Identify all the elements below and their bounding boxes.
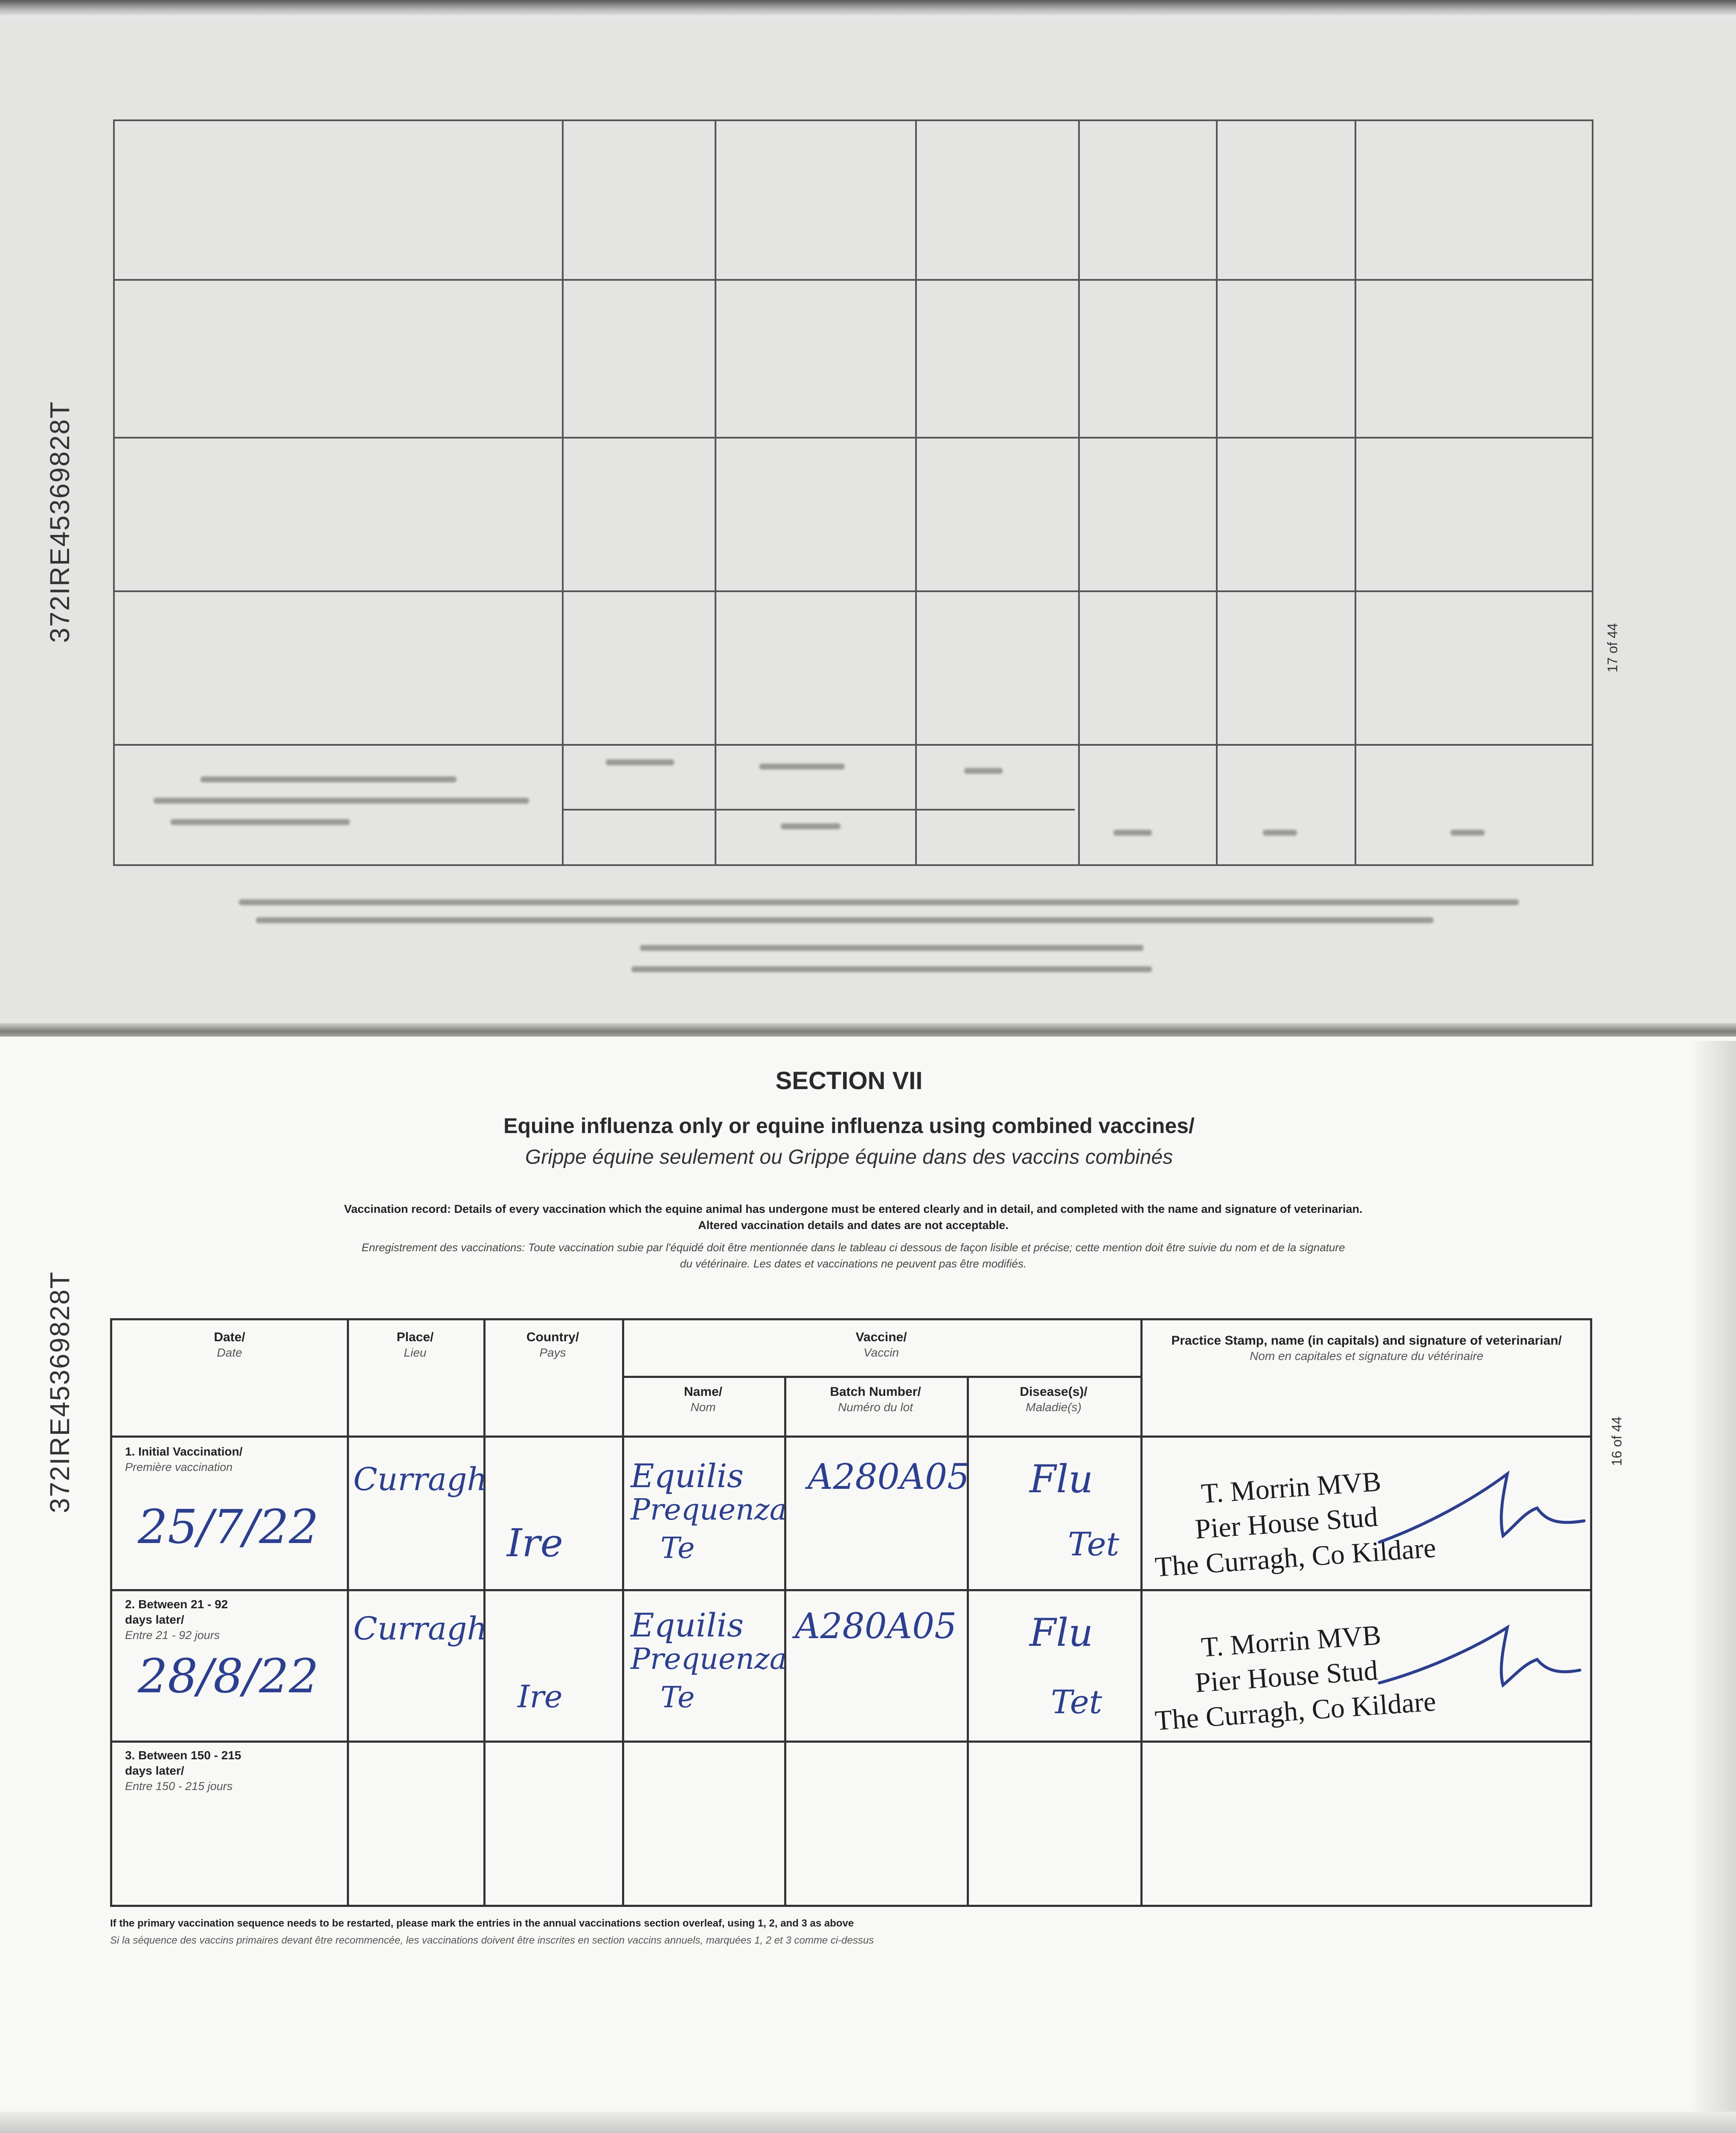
vaccination-record-note-en xyxy=(124,1201,1583,1233)
vaccination-record-note-fr xyxy=(115,1239,1591,1272)
row-2-date: 28/8/22 xyxy=(138,1649,319,1703)
row-1-vet-signature xyxy=(1375,1461,1588,1559)
showthrough-text xyxy=(256,917,1434,923)
showthrough-text xyxy=(201,776,457,782)
row-1-disease-2: Tet xyxy=(1068,1525,1120,1563)
top-page-id-code: 372IRE45369828T xyxy=(44,401,75,643)
row-1-vaccine-name-2: Prequenza xyxy=(631,1493,787,1527)
showthrough-text xyxy=(1114,830,1152,836)
row-2-vaccine-name-3: Te xyxy=(660,1681,695,1715)
bottom-page-id-code: 372IRE45369828T xyxy=(44,1271,75,1513)
row-2-disease-1: Flu xyxy=(1029,1610,1093,1655)
section-title: SECTION VII xyxy=(775,1067,923,1095)
showthrough-text xyxy=(1263,830,1297,836)
row-1-batch-number: A280A05 xyxy=(808,1457,970,1497)
header-country: Country/ Pays xyxy=(526,1330,579,1359)
note-fr-line-1: Enregistrement des vaccinations: Toute vaccination subie par l'équidé doit être mentionnée dans le tableau ci dessous de façon lisible et précise; cette mention doit être suivie du nom et de la signature xyxy=(361,1241,1345,1254)
showthrough-text xyxy=(759,764,845,770)
scan-bottom-edge xyxy=(0,2112,1736,2133)
facing-page-grid xyxy=(113,119,1594,866)
row-2-country: Ire xyxy=(518,1679,563,1715)
header-practice-stamp: Practice Stamp, name (in capitals) and signature of veterinarian/ Nom en capitales et signature du vétérinaire xyxy=(1171,1334,1562,1363)
note-en-line-1: Vaccination record: Details of every vaccination which the equine animal has undergone must be entered clearly and in detail, and completed with the name and signature of veterinarian. xyxy=(344,1203,1363,1215)
showthrough-text xyxy=(154,798,529,804)
header-batch-number: Batch Number/ Numéro du lot xyxy=(830,1385,921,1414)
row-1-vaccine-name-3: Te xyxy=(660,1531,695,1565)
showthrough-text xyxy=(1451,830,1485,836)
header-place: Place/ Lieu xyxy=(396,1330,434,1359)
header-vaccine: Vaccine/ Vaccin xyxy=(855,1330,907,1359)
row-1-place: Curragh xyxy=(353,1461,488,1498)
row-2-batch-number: A280A05 xyxy=(795,1606,957,1647)
row-2-vet-signature xyxy=(1375,1615,1588,1713)
row-2-vaccine-name-2: Prequenza xyxy=(631,1642,787,1676)
header-vaccine-name: Name/ Nom xyxy=(683,1385,723,1414)
row-1-label: 1. Initial Vaccination/ Première vaccination xyxy=(125,1445,243,1473)
top-page-number: 17 of 44 xyxy=(1605,623,1620,673)
showthrough-text xyxy=(631,966,1152,972)
row-1-country: Ire xyxy=(507,1521,563,1566)
showthrough-text xyxy=(640,945,1143,951)
vaccination-table xyxy=(110,1318,1592,1907)
note-fr-line-2: du vétérinaire. Les dates et vaccinations ne peuvent pas être modifiés. xyxy=(680,1257,1027,1270)
section-subtitle-en: Equine influenza only or equine influenza using combined vaccines/ xyxy=(503,1114,1195,1138)
row-1-vet-stamp: T. Morrin MVB Pier House Stud The Curragh, Co Kildare xyxy=(1154,1466,1437,1583)
section-subtitle-fr: Grippe équine seulement ou Grippe équine dans des vaccins combinés xyxy=(525,1146,1173,1168)
row-2-place: Curragh xyxy=(353,1610,488,1647)
row-2-vaccine-name-1: Equilis xyxy=(631,1606,744,1644)
scan-top-edge xyxy=(0,0,1736,17)
row-3-label: 3. Between 150 - 215 days later/ Entre 150 - 215 jours xyxy=(125,1749,241,1793)
showthrough-text xyxy=(171,819,350,825)
row-1-date: 25/7/22 xyxy=(138,1499,319,1554)
row-2-disease-2: Tet xyxy=(1051,1683,1102,1721)
header-disease: Disease(s)/ Maladie(s) xyxy=(1020,1385,1088,1414)
bottom-page-number: 16 of 44 xyxy=(1609,1416,1625,1466)
header-date: Date/ Date xyxy=(214,1330,245,1359)
showthrough-text xyxy=(964,768,1003,774)
row-2-label: 2. Between 21 - 92 days later/ Entre 21 - 92 jours xyxy=(125,1598,228,1642)
showthrough-text xyxy=(781,823,840,829)
row-2-vet-stamp: T. Morrin MVB Pier House Stud The Curragh, Co Kildare xyxy=(1154,1619,1437,1737)
page-edge-shadow xyxy=(1689,1041,1736,2133)
note-en-line-2: Altered vaccination details and dates are not acceptable. xyxy=(698,1219,1009,1232)
footer-note-fr: Si la séquence des vaccins primaires devant être recommencée, les vaccinations doivent être inscrites en section vaccins annuels, marquées 1, 2 et 3 comme ci-dessus xyxy=(110,1935,874,1946)
row-1-disease-1: Flu xyxy=(1029,1457,1093,1502)
showthrough-text xyxy=(239,899,1519,905)
footer-note-en: If the primary vaccination sequence needs to be restarted, please mark the entries in the annual vaccinations section overleaf, using 1, 2, and 3 as above xyxy=(110,1918,854,1929)
row-1-vaccine-name-1: Equilis xyxy=(631,1457,744,1495)
showthrough-text xyxy=(606,759,674,765)
